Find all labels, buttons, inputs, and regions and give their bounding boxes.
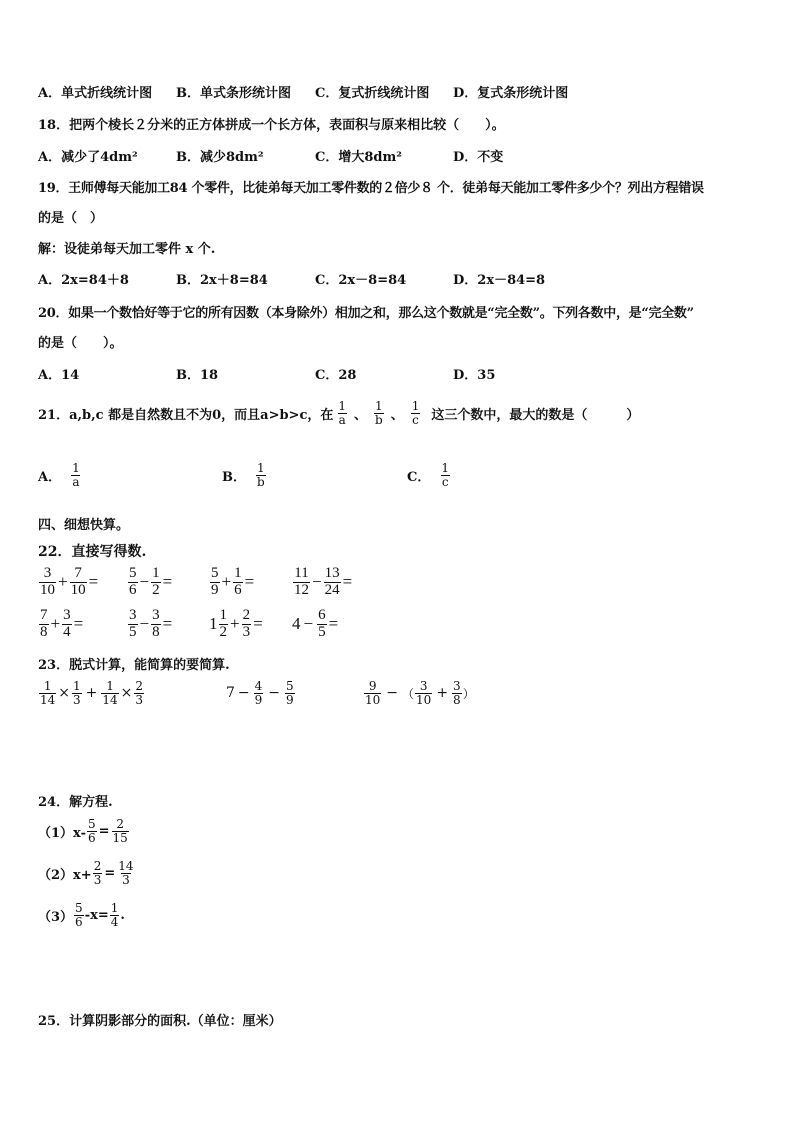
q17-options: [38, 82, 568, 101]
q21-frac-1b: $\frac{1}{b}$: [375, 399, 383, 427]
q21-suffix: 这三个数中，最大的数是（ ）: [431, 407, 640, 423]
q24-eq-2: （2）x+ $\frac{2}{3}$ = $\frac{14}{3}$: [38, 859, 134, 887]
q25-title: 25．计算阴影部分的面积.（单位：厘米）: [38, 1014, 282, 1029]
q18-option-b: B．减少8dm²: [176, 150, 264, 165]
q21-sep-1: 、: [354, 407, 368, 423]
q19-option-c: C．2x－8=84: [315, 273, 407, 288]
q18-option-d: D．不变: [453, 150, 504, 165]
q24-title: 24．解方程.: [38, 795, 113, 810]
q21-option-a: [38, 462, 222, 488]
q20-option-c: C．28: [315, 368, 357, 383]
q24-eq-1: （1）x- $\frac{5}{6}$ = $\frac{2}{15}$: [38, 817, 128, 845]
q20-option-a: A．14: [38, 368, 80, 383]
q19-solution: 解：设徒弟每天加工零件 x 个.: [38, 242, 216, 257]
q21-frac-1a: $\frac{1}{a}$: [338, 399, 346, 427]
q21-options: [38, 462, 451, 488]
q20-options: [38, 364, 495, 383]
q21-option-b: [222, 462, 407, 488]
q22-row-1: [38, 566, 353, 599]
q20-option-d: D．35: [453, 368, 496, 383]
q20-stem-line2: 的是（ ）。: [38, 336, 123, 351]
q20-stem-line1: 20．如果一个数恰好等于它的所有因数（本身除外）相加之和，那么这个数就是“完全数”。下列各数中，是“完全数”: [38, 306, 694, 321]
q20-option-b: B．18: [176, 368, 219, 383]
section-4-heading: 四、细想快算。: [38, 518, 130, 533]
q19-option-b: B．2x＋8=84: [176, 273, 268, 288]
q17-option-d: D．复式条形统计图: [453, 86, 569, 101]
q23-expr-3: $\frac{9}{10}$ − （ $\frac{3}{10}$ + $\frac{3}{8}$ ）: [365, 679, 475, 707]
q23-title: 23．脱式计算，能简算的要简算.: [38, 658, 230, 673]
q21-option-a-frac: $\frac{1}{a}$: [72, 461, 80, 489]
q22-expr-4: $\frac{11}{12}$ − $\frac{13}{24}$ =: [294, 565, 353, 598]
q22-expr-8: 4 − $\frac{6}{5}$ =: [292, 607, 339, 640]
q21-option-a-label: A．: [38, 469, 62, 485]
q22-row-2: [38, 608, 339, 641]
q23-expr-1: $\frac{1}{14}$ × $\frac{1}{3}$ + $\frac{1}{14}$ × $\frac{2}{3}$: [40, 679, 144, 707]
q21-frac-1c: $\frac{1}{c}$: [411, 399, 420, 427]
q22-expr-3: $\frac{5}{9}$ + $\frac{1}{6}$ =: [211, 565, 255, 598]
q22-expr-6: $\frac{3}{5}$ − $\frac{3}{8}$ =: [129, 607, 173, 640]
q19-options: [38, 269, 545, 288]
q22-expr-2: $\frac{5}{6}$ − $\frac{1}{2}$ =: [129, 565, 173, 598]
q17-option-c: C．复式折线统计图: [315, 86, 430, 101]
q18-options: [38, 146, 503, 165]
q21-option-c-label: C．: [407, 469, 431, 485]
q24-eq-3: （3） $\frac{5}{6}$ -x= $\frac{1}{4}$ .: [38, 901, 125, 929]
q22-expr-7: 1 $\frac{1}{2}$ + $\frac{2}{3}$ =: [209, 607, 263, 640]
q19-stem-line2: 的是（ ）: [38, 211, 104, 226]
q17-option-a: A．单式折线统计图: [38, 86, 153, 101]
q17-option-b: B．单式条形统计图: [176, 86, 291, 101]
q22-expr-5: $\frac{7}{8}$ + $\frac{3}{4}$ =: [40, 607, 84, 640]
q22-expr-1: $\frac{3}{10}$ + $\frac{7}{10}$ =: [40, 565, 99, 598]
q21-option-c: [407, 462, 451, 488]
q21-sep-2: 、: [390, 407, 404, 423]
q23-expr-2: 7 − $\frac{4}{9}$ − $\frac{5}{9}$: [226, 679, 294, 707]
q18-option-a: A．减少了4dm²: [38, 150, 138, 165]
q19-option-a: A．2x=84＋8: [38, 273, 129, 288]
q21-stem: [38, 400, 639, 426]
q21-option-b-frac: $\frac{1}{b}$: [257, 461, 265, 489]
q19-stem-line1: 19．王师傅每天能加工84 个零件，比徒弟每天加工零件数的２倍少８ 个．徒弟每天能加工零件多少个？列出方程错误: [38, 181, 704, 196]
q21-option-b-label: B．: [222, 469, 246, 485]
q21-prefix: 21．a,b,c 都是自然数且不为0，而且a>b>c，在: [38, 407, 334, 423]
q18-option-c: C．增大8dm²: [315, 150, 402, 165]
q21-option-c-frac: $\frac{1}{c}$: [441, 461, 449, 489]
q22-title: 22．直接写得数.: [38, 544, 147, 560]
q18-stem: 18．把两个棱长２分米的正方体拼成一个长方体，表面积与原来相比较（ ）。: [38, 118, 505, 133]
q19-option-d: D．2x－84=8: [453, 273, 546, 288]
